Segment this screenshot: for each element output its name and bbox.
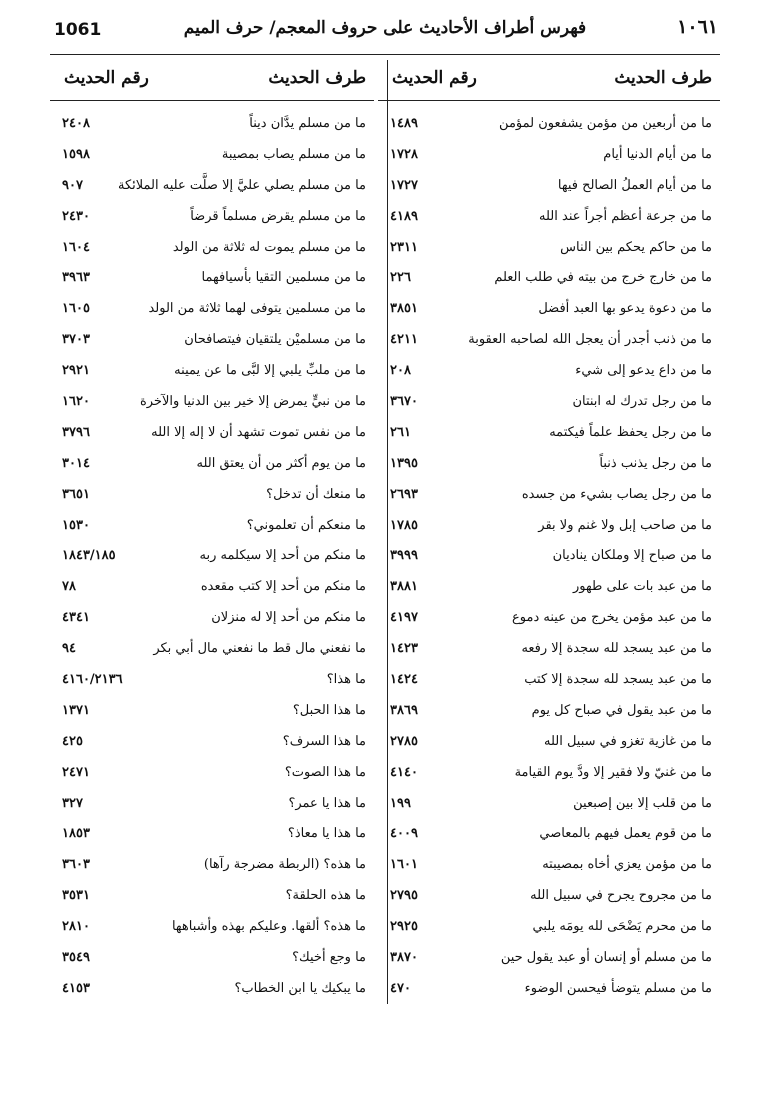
- index-entry: [50, 915, 374, 946]
- index-entry: [378, 822, 720, 853]
- index-entry: [50, 390, 374, 421]
- hadith-text: ما من مسلم يتوضأ فيحسن الوضوء: [524, 980, 712, 996]
- hadith-number: ٣٧٠٣: [62, 332, 90, 348]
- hadith-column-label: طرف الحديث: [268, 68, 366, 88]
- hadith-number: ١٦٢٠: [62, 394, 90, 410]
- hadith-number: ٣٧٩٦: [62, 424, 90, 440]
- hadith-text: ما من داع يدعو إلى شيء: [575, 363, 712, 379]
- hadith-number: ١٧٢٧: [390, 177, 418, 193]
- hadith-number: ١٤٨٩: [390, 116, 418, 131]
- right-column-entries: [378, 112, 720, 1008]
- hadith-text: ما من خارج خرج من بيته في طلب العلم: [494, 270, 712, 286]
- number-column-label: رقم الحديث: [392, 68, 477, 88]
- index-entry: [378, 359, 720, 390]
- hadith-text: ما من أربعين من مؤمن يشفعون لمؤمن: [499, 116, 712, 131]
- hadith-column-label: طرف الحديث: [614, 68, 712, 88]
- hadith-text: ما هذا يا عمر؟: [288, 795, 366, 811]
- index-entry: [50, 297, 374, 328]
- index-entry: [378, 266, 720, 297]
- index-entry: [50, 853, 374, 884]
- hadith-number: ١٦٠٤: [62, 239, 90, 255]
- hadith-number: ٩٤: [62, 641, 76, 657]
- index-entry: [378, 946, 720, 977]
- hadith-number: ٢٦١: [390, 424, 411, 440]
- index-entry: [50, 792, 374, 823]
- page-number-latin: 1061: [54, 20, 102, 40]
- index-entry: [50, 977, 374, 1008]
- index-entry: [50, 884, 374, 915]
- hadith-number: ١٦٠٥: [62, 301, 90, 317]
- index-entry: [378, 390, 720, 421]
- hadith-number: ٢٠٨: [390, 363, 411, 379]
- hadith-text: ما من مسلم أو إنسان أو عبد يقول حين: [500, 950, 712, 966]
- index-entry: [378, 421, 720, 452]
- hadith-number: ٤٢٥: [62, 733, 83, 749]
- hadith-text: ما منكم من أحد إلا كتب مقعده: [200, 579, 366, 595]
- hadith-number: ٢٢٦: [390, 270, 411, 286]
- hadith-number: ٣٨٨١: [390, 579, 418, 595]
- index-entry: [378, 236, 720, 267]
- left-column-header: [50, 60, 374, 101]
- hadith-text: ما من عبد بات على طهور: [573, 579, 712, 595]
- hadith-text: ما من جرعة أعظم أجراً عند الله: [539, 208, 712, 224]
- hadith-number: ٢٧٩٥: [390, 888, 418, 904]
- hadith-number: ١٤٢٤: [390, 672, 418, 688]
- hadith-text: ما من قلب إلا بين إصبعين: [573, 795, 712, 811]
- hadith-text: ما منعك أن تدخل؟: [266, 486, 366, 502]
- index-entry: [50, 483, 374, 514]
- hadith-number: ٣٩٩٩: [390, 548, 418, 564]
- hadith-number: ٤٣٤١: [62, 610, 90, 626]
- hadith-text: ما من مسلم يدَّان ديناً: [249, 116, 366, 131]
- hadith-text: ما من مسلم يموت له ثلاثة من الولد: [172, 239, 366, 255]
- index-entry: [50, 822, 374, 853]
- hadith-number: ١٧٢٨: [390, 146, 418, 162]
- hadith-text: ما من حاكم يحكم بين الناس: [560, 239, 712, 255]
- hadith-text: ما من عبد مؤمن يخرج من عينه دموع: [512, 610, 712, 626]
- index-entry: [378, 514, 720, 545]
- hadith-number: ١٣٧١: [62, 702, 90, 718]
- index-entry: [50, 668, 374, 699]
- hadith-number: ٤٠٠٩: [390, 826, 418, 842]
- hadith-text: ما من محرم يَضْحَى لله يومَه يلبي: [532, 919, 712, 935]
- hadith-text: ما من ملبِّ يلبي إلا لبَّى ما عن يمينه: [174, 363, 366, 379]
- hadith-text: ما نفعني مال قط ما نفعني مال أبي بكر: [153, 641, 366, 657]
- hadith-number: ١٨٥٣: [62, 826, 90, 842]
- index-entry: [378, 143, 720, 174]
- hadith-number: ٤١٤٠: [390, 764, 418, 780]
- hadith-text: ما هذا الصوت؟: [284, 764, 366, 780]
- hadith-text: ما من ذنب أجدر أن يعجل الله لصاحبه العقوبة: [468, 332, 712, 348]
- page-header: [50, 10, 720, 55]
- hadith-text: ما من أيام الدنيا أيام: [603, 146, 712, 162]
- hadith-text: ما منكم من أحد إلا سيكلمه ربه: [199, 548, 366, 564]
- hadith-number: ٢٣١١: [390, 239, 418, 255]
- hadith-number: ٣٨٦٩: [390, 702, 418, 718]
- hadith-number: ٧٨: [62, 579, 76, 595]
- hadith-number: ٢٩٢٥: [390, 919, 418, 935]
- hadith-text: ما من صاحب إبل ولا غنم ولا بقر: [538, 517, 712, 533]
- hadith-text: ما من رجل يصاب بشيء من جسده: [521, 486, 712, 502]
- hadith-number: ٣٠١٤: [62, 455, 90, 471]
- hadith-number: ٤١٦٠/٢١٣٦: [62, 672, 123, 688]
- hadith-text: ما هذه الحلقة؟: [285, 888, 366, 904]
- hadith-number: ١٥٣٠: [62, 517, 90, 533]
- hadith-text: ما من مسلم يقرض مسلماً قرضاً: [190, 208, 366, 224]
- index-entry: [378, 637, 720, 668]
- index-entry: [50, 606, 374, 637]
- hadith-text: ما من دعوة يدعو بها العبد أفضل: [538, 301, 712, 317]
- index-entry: [50, 421, 374, 452]
- hadith-number: ١٥٩٨: [62, 146, 90, 162]
- hadith-text: ما من غنيّ ولا فقير إلا ودَّ يوم القيامة: [514, 764, 712, 780]
- hadith-number: ٣٦٠٣: [62, 857, 90, 873]
- hadith-text: ما من عبد يسجد لله سجدة إلا كتب: [524, 672, 712, 688]
- index-entry: [50, 328, 374, 359]
- index-entry: [378, 328, 720, 359]
- index-entry: [378, 853, 720, 884]
- index-entry: [50, 359, 374, 390]
- index-entry: [378, 174, 720, 205]
- hadith-text: ما منعكم أن تعلموني؟: [246, 517, 366, 533]
- hadith-text: ما من مجروح يجرح في سبيل الله: [530, 888, 712, 904]
- index-entry: [50, 699, 374, 730]
- hadith-number: ٢٨١٠: [62, 919, 90, 935]
- index-entry: [50, 637, 374, 668]
- hadith-text: ما من عبد يسجد لله سجدة إلا رفعه: [521, 641, 712, 657]
- index-entry: [378, 915, 720, 946]
- hadith-text: ما من رجل تدرك له ابنتان: [572, 394, 712, 410]
- left-column-entries: [50, 112, 374, 1008]
- hadith-text: ما من نفس تموت تشهد أن لا إله إلا الله: [151, 424, 366, 440]
- hadith-text: ما من مسلمين يتوفى لهما ثلاثة من الولد: [148, 301, 366, 317]
- index-entry: [378, 699, 720, 730]
- hadith-number: ١٩٩: [390, 795, 411, 811]
- index-entry: [378, 452, 720, 483]
- hadith-text: ما منكم من أحد إلا له منزلان: [211, 610, 366, 626]
- index-entry: [50, 575, 374, 606]
- hadith-text: ما من مسلم يصاب بمصيبة: [221, 146, 366, 162]
- index-entry: [50, 236, 374, 267]
- hadith-text: ما من قوم يعمل فيهم بالمعاصي: [539, 826, 712, 842]
- hadith-number: ١٣٩٥: [390, 455, 418, 471]
- hadith-text: ما من صباح إلا وملكان يناديان: [552, 548, 712, 564]
- index-entry: [50, 730, 374, 761]
- index-entry: [378, 668, 720, 699]
- hadith-text: ما وجع أخيك؟: [292, 950, 366, 966]
- hadith-text: ما من يوم أكثر من أن يعتق الله: [196, 455, 366, 471]
- index-entry: [378, 112, 720, 143]
- page-number-arabic: ١٠٦١: [677, 16, 718, 38]
- index-entry: [378, 483, 720, 514]
- hadith-number: ٣٨٥١: [390, 301, 418, 317]
- running-title: فهرس أطراف الأحاديث على حروف المعجم/ حرف الميم: [183, 18, 587, 38]
- hadith-text: ما من نبيٍّ يمرض إلا خير بين الدنيا والآخرة: [139, 394, 366, 410]
- index-entry: [50, 112, 374, 143]
- hadith-text: ما من غازية تغزو في سبيل الله: [543, 733, 712, 749]
- index-entry: [378, 575, 720, 606]
- hadith-text: ما من عبد يقول في صباح كل يوم: [531, 702, 712, 718]
- hadith-text: ما من مسلمين التقيا بأسيافهما: [201, 270, 366, 286]
- index-entry: [50, 205, 374, 236]
- hadith-number: ٤٢١١: [390, 332, 418, 348]
- hadith-number: ٢٩٢١: [62, 363, 90, 379]
- index-entry: [50, 514, 374, 545]
- index-entry: [378, 761, 720, 792]
- index-entry: [50, 266, 374, 297]
- index-entry: [50, 143, 374, 174]
- hadith-number: ٣٩٦٣: [62, 270, 90, 286]
- hadith-number: ٢٤٧١: [62, 764, 90, 780]
- hadith-number: ٣٨٧٠: [390, 950, 418, 966]
- index-entry: [378, 884, 720, 915]
- hadith-text: ما يبكيك يا ابن الخطاب؟: [234, 980, 366, 996]
- hadith-number: ٤١٥٣: [62, 980, 90, 996]
- index-entry: [378, 792, 720, 823]
- index-entry: [50, 452, 374, 483]
- index-entry: [378, 730, 720, 761]
- hadith-number: ٣٥٣١: [62, 888, 90, 904]
- index-entry: [378, 977, 720, 1008]
- index-entry: [50, 544, 374, 575]
- hadith-number: ٢٤٣٠: [62, 208, 90, 224]
- hadith-text: ما من أيام العملُ الصالح فيها: [557, 177, 712, 193]
- hadith-text: ما من مؤمن يعزي أخاه بمصيبته: [542, 857, 712, 873]
- hadith-text: ما من رجل يحفظ علماً فيكتمه: [549, 424, 712, 440]
- index-entry: [378, 297, 720, 328]
- hadith-text: ما هذه؟ (الربطة مضرجة رآها): [203, 857, 366, 873]
- hadith-text: ما من مسلم يصلي عليَّ إلا صلَّت عليه الملائكة: [118, 177, 366, 193]
- hadith-number: ٤٧٠: [390, 980, 411, 996]
- hadith-text: ما هذا الحبل؟: [292, 702, 366, 718]
- hadith-number: ٣٥٤٩: [62, 950, 90, 966]
- hadith-number: ١٦٠١: [390, 857, 418, 873]
- hadith-number: ١٨٤٣/١٨٥: [62, 548, 116, 564]
- hadith-number: ٣٦٧٠: [390, 394, 418, 410]
- hadith-number: ١٧٨٥: [390, 517, 418, 533]
- index-entry: [50, 761, 374, 792]
- hadith-text: ما هذا السرف؟: [282, 733, 366, 749]
- hadith-number: ٩٠٧: [62, 177, 83, 193]
- hadith-number: ٣٢٧: [62, 795, 83, 811]
- hadith-text: ما هذه؟ ألقها. وعليكم بهذه وأشباهها: [171, 919, 366, 935]
- hadith-text: ما هذا يا معاذ؟: [287, 826, 366, 842]
- hadith-number: ٢٤٠٨: [62, 116, 90, 131]
- index-entry: [378, 606, 720, 637]
- hadith-text: ما من مسلميْن يلتقيان فيتصافحان: [184, 332, 366, 348]
- hadith-number: ٣٦٥١: [62, 486, 90, 502]
- hadith-number: ٢٦٩٣: [390, 486, 418, 502]
- hadith-number: ٤١٨٩: [390, 208, 418, 224]
- number-column-label: رقم الحديث: [64, 68, 149, 88]
- hadith-number: ٢٧٨٥: [390, 733, 418, 749]
- index-entry: [378, 544, 720, 575]
- index-entry: [378, 205, 720, 236]
- right-column-header: [378, 60, 720, 101]
- hadith-text: ما هذا؟: [326, 672, 366, 688]
- index-entry: [50, 946, 374, 977]
- index-entry: [50, 174, 374, 205]
- hadith-number: ٤١٩٧: [390, 610, 418, 626]
- hadith-number: ١٤٢٣: [390, 641, 418, 657]
- hadith-text: ما من رجل يذنب ذنباً: [599, 455, 712, 471]
